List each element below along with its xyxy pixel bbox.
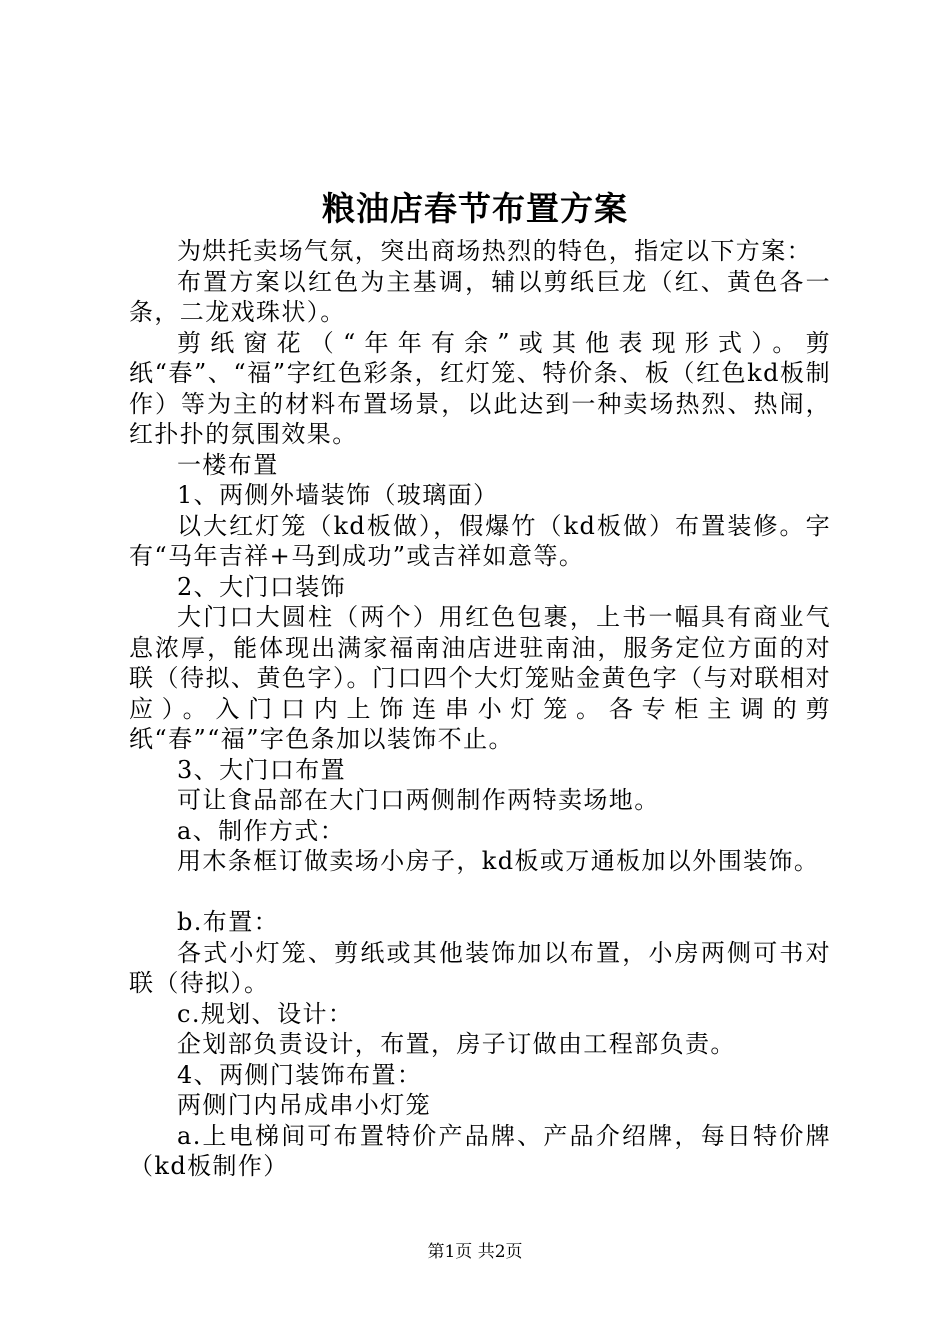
section-heading: 3、大门口布置	[177, 755, 347, 784]
paragraph: 可让食品部在大门口两侧制作两特卖场地。	[177, 786, 660, 814]
sub-heading: c.规划、设计：	[177, 999, 354, 1028]
paragraph: 各式小灯笼、剪纸或其他装饰加以布置，小房两侧可书对联（待拟）。	[129, 938, 831, 997]
section-heading: 1、两侧外墙装饰（玻璃面）	[177, 481, 499, 509]
blank-line	[129, 877, 831, 908]
paragraph: 为烘托卖场气氛，突出商场热烈的特色，指定以下方案：	[177, 237, 812, 265]
paragraph: 大门口大圆柱（两个）用红色包裹，上书一幅具有商业气息浓厚，能体现出满家福南油店进驻南油，服务定位方面的对联（待拟、黄色字）。门口四个大灯笼贴金黄色字（与对联相对应）。入门口内上饰连串小灯笼。各专柜主调的剪纸“春”“福”字色条加以装饰不止。	[129, 603, 831, 753]
paragraph: 布置方案以红色为主基调，辅以剪纸巨龙（红、黄色各一条，二龙戏珠状）。	[129, 267, 831, 326]
section-heading: 一楼布置	[177, 450, 279, 479]
paragraph: 企划部负责设计，布置，房子订做由工程部负责。	[177, 1030, 736, 1058]
section-heading: 2、大门口装饰	[177, 572, 347, 601]
paragraph: a.上电梯间可布置特价产品牌、产品介绍牌，每日特价牌（kd板制作）	[129, 1121, 831, 1180]
sub-heading: b.布置：	[177, 908, 279, 936]
document-body	[129, 236, 831, 1182]
sub-heading: a、制作方式：	[177, 816, 346, 845]
section-heading: 4、两侧门装饰布置：	[177, 1060, 423, 1089]
paragraph: 用木条框订做卖场小房子，kd板或万通板加以外围装饰。	[177, 847, 820, 875]
paragraph: 以大红灯笼（kd板做），假爆竹（kd板做）布置装修。字有“马年吉祥+马到成功”或吉祥如意等。	[129, 511, 831, 570]
paragraph: 两侧门内吊成串小灯笼	[177, 1091, 431, 1119]
paragraph: 剪纸窗花（“年年有余”或其他表现形式）。剪纸“春”、“福”字红色彩条，红灯笼、特价条、板（红色kd板制作）等为主的材料布置场景，以此达到一种卖场热烈、热闹，红扑扑的氛围效果。	[129, 328, 831, 448]
page-footer: 第1页 共2页	[427, 1242, 523, 1262]
document-title: 粮油店春节布置方案	[322, 189, 628, 228]
